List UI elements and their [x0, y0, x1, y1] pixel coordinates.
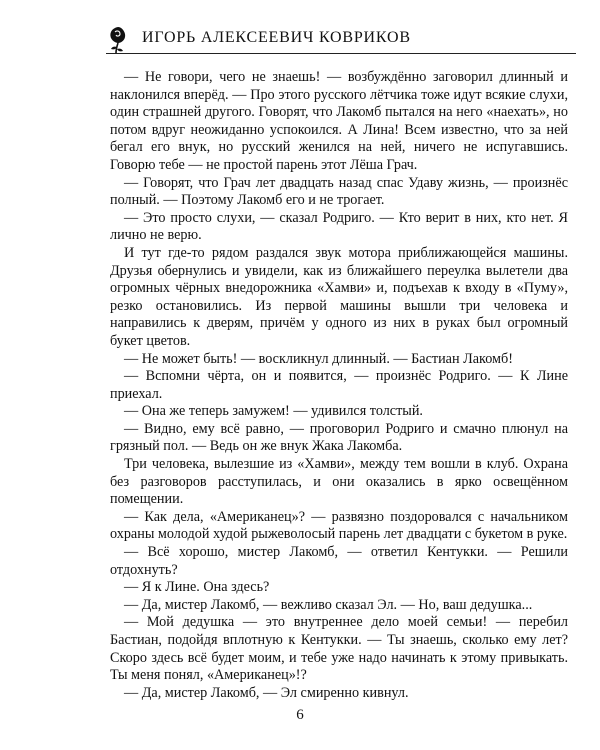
- paragraph: — Не может быть! — воскликнул длинный. — Бастиан Лакомб!: [124, 350, 513, 367]
- paragraph: — Мой дедушка — это внутреннее дело моей семьи! — перебил Бастиан, подойдя вплотную к Кентукки. — Ты знаешь, сколько ему лет? Скоро здесь всё будет моим, и тебе уже надо начинать к этому привыкать. Ты меня понял, «Американец»!?: [110, 614, 568, 684]
- paragraph: — Да, мистер Лакомб, — Эл смиренно кивнул.: [124, 684, 409, 701]
- paragraph: Три человека, вылезшие из «Хамви», между тем вошли в клуб. Охрана без разговоров расступилась, и они оказались в ярко освещённом помещении.: [110, 456, 568, 508]
- paragraph: — Она же теперь замужем! — удивился толстый.: [124, 403, 423, 420]
- paragraph: — Как дела, «Американец»? — развязно поздоровался с начальником охраны молодой худой рыжеволосый парень лет двадцати с букетом в руке.: [110, 508, 568, 543]
- paragraph: — Вспомни чёрта, он и появится, — произнёс Родриго. — К Лине приехал.: [110, 368, 568, 402]
- body-text: [110, 69, 568, 702]
- paragraph: — Видно, ему всё равно, — проговорил Родриго и смачно плюнул на грязный пол. — Ведь он же внук Жака Лакомба.: [110, 420, 568, 455]
- paragraph: — Это просто слухи, — сказал Родриго. — Кто верит в них, кто нет. Я лично не верю.: [110, 209, 568, 244]
- paragraph: И тут где-то рядом раздался звук мотора приближающейся машины. Друзья обернулись и увидели, как из ближайшего переулка вылетели два огромных чёрных внедорожника «Хамви» и, подъехав к входу в «Пуму», резко остановились. Из первой машины вышли три человека и направились к дверям, причём у одного из них в руках был огромный букет цветов.: [110, 244, 568, 349]
- paragraph: — Я к Лине. Она здесь?: [124, 579, 270, 596]
- author-name: ИГОРЬ АЛЕКСЕЕВИЧ КОВРИКОВ: [142, 29, 411, 46]
- rose-icon: [106, 24, 130, 54]
- page-number: 6: [296, 707, 304, 723]
- paragraph: — Не говори, чего не знаешь! — возбуждённо заговорил длинный и наклонился вперёд. — Про этого русского лётчика тоже идут всякие слухи, один страшней другого. Говорят, что Лакомб пытался на него «наехать», но потом вдруг неожиданно успокоился. А Лина! Всем известно, что за ней бегал его внук, но русский женился на ней, ничего не испугавшись. Говорю тебе — не простой парень этот Лёша Грач.: [110, 69, 568, 173]
- paragraph: — Всё хорошо, мистер Лакомб, — ответил Кентукки. — Решили отдохнуть?: [110, 544, 568, 578]
- paragraph: — Да, мистер Лакомб, — вежливо сказал Эл. — Но, ваш дедушка...: [124, 596, 533, 613]
- header-rule: [106, 53, 576, 54]
- running-head: [106, 24, 576, 54]
- paragraph: — Говорят, что Грач лет двадцать назад спас Удаву жизнь, — произнёс полный. — Поэтому Лакомб его и не трогает.: [110, 174, 568, 209]
